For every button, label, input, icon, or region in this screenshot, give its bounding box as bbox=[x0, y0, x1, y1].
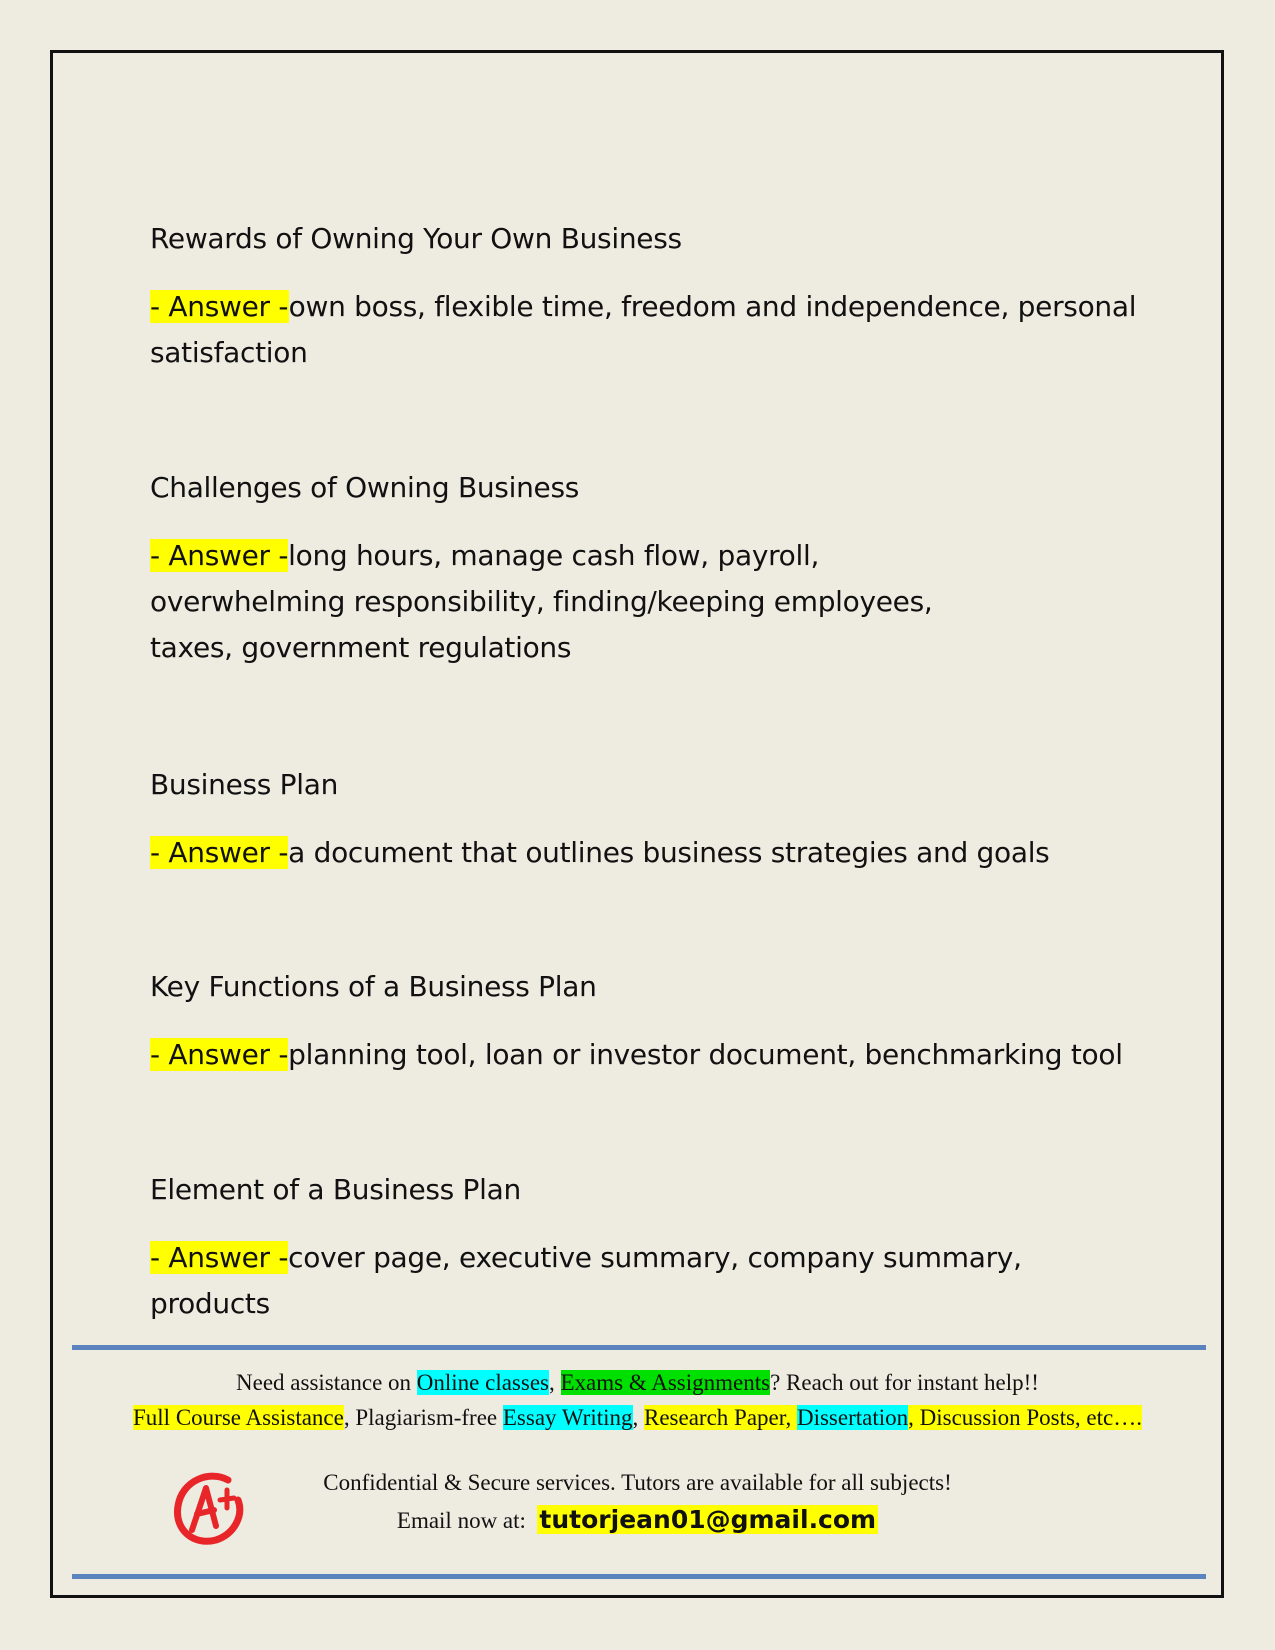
footer-rule-bottom bbox=[72, 1574, 1206, 1579]
answer-label: - Answer - bbox=[150, 836, 289, 869]
footer-text: Need assistance on bbox=[236, 1370, 417, 1395]
qa-section-4 bbox=[150, 970, 1150, 1078]
footer-text: , Plagiarism-free bbox=[343, 1405, 503, 1430]
discussion-posts-highlight: , Discussion Posts, etc…. bbox=[908, 1405, 1142, 1430]
email-link[interactable]: tutorjean01@gmail.com bbox=[539, 1505, 877, 1534]
email-label: Email now at: bbox=[396, 1508, 538, 1533]
answer-label: - Answer - bbox=[150, 539, 289, 572]
answer-text: a document that outlines business strategies and goals bbox=[288, 836, 1050, 869]
qa-section-3 bbox=[150, 768, 1150, 876]
answer bbox=[150, 533, 1020, 671]
qa-section-5 bbox=[150, 1173, 1150, 1327]
qa-section-2 bbox=[150, 471, 1020, 671]
exams-assignments-highlight: Exams & Assignments bbox=[560, 1370, 771, 1395]
footer-email-line bbox=[0, 1505, 1275, 1534]
answer-label: - Answer - bbox=[150, 1038, 289, 1071]
online-classes-highlight: Online classes bbox=[416, 1370, 549, 1395]
answer bbox=[150, 1032, 1150, 1078]
question: Rewards of Owning Your Own Business bbox=[150, 222, 682, 255]
answer-label: - Answer - bbox=[150, 290, 289, 323]
answer-label: - Answer - bbox=[150, 1241, 289, 1274]
question: Key Functions of a Business Plan bbox=[150, 970, 597, 1003]
footer-text: , bbox=[549, 1370, 561, 1395]
question: Challenges of Owning Business bbox=[150, 471, 580, 504]
footer-line-1 bbox=[0, 1370, 1275, 1396]
answer bbox=[150, 830, 1150, 876]
full-course-highlight: Full Course Assistance bbox=[133, 1405, 344, 1430]
footer-line-3: Confidential & Secure services. Tutors are available for all subjects! bbox=[323, 1470, 952, 1495]
question: Business Plan bbox=[150, 768, 339, 801]
dissertation-highlight: Dissertation bbox=[796, 1405, 909, 1430]
answer-text: long hours, manage cash flow, payroll, overwhelming responsibility, finding/keeping employees, taxes, government regulations bbox=[150, 539, 933, 664]
footer-text: ? Reach out for instant help!! bbox=[770, 1370, 1039, 1395]
question: Element of a Business Plan bbox=[150, 1173, 521, 1206]
qa-section-1 bbox=[150, 222, 1150, 376]
answer bbox=[150, 1235, 1150, 1327]
answer-text: planning tool, loan or investor document, benchmarking tool bbox=[288, 1038, 1123, 1071]
footer-rule-top bbox=[72, 1345, 1206, 1350]
answer-text: own boss, flexible time, freedom and independence, personal satisfaction bbox=[150, 290, 1137, 369]
research-paper-highlight: Research Paper, bbox=[644, 1405, 797, 1430]
footer-line-2 bbox=[0, 1405, 1275, 1431]
footer-text: , bbox=[632, 1405, 644, 1430]
essay-writing-highlight: Essay Writing bbox=[502, 1405, 633, 1430]
answer-text: cover page, executive summary, company summary, products bbox=[150, 1241, 1022, 1320]
answer bbox=[150, 284, 1150, 376]
